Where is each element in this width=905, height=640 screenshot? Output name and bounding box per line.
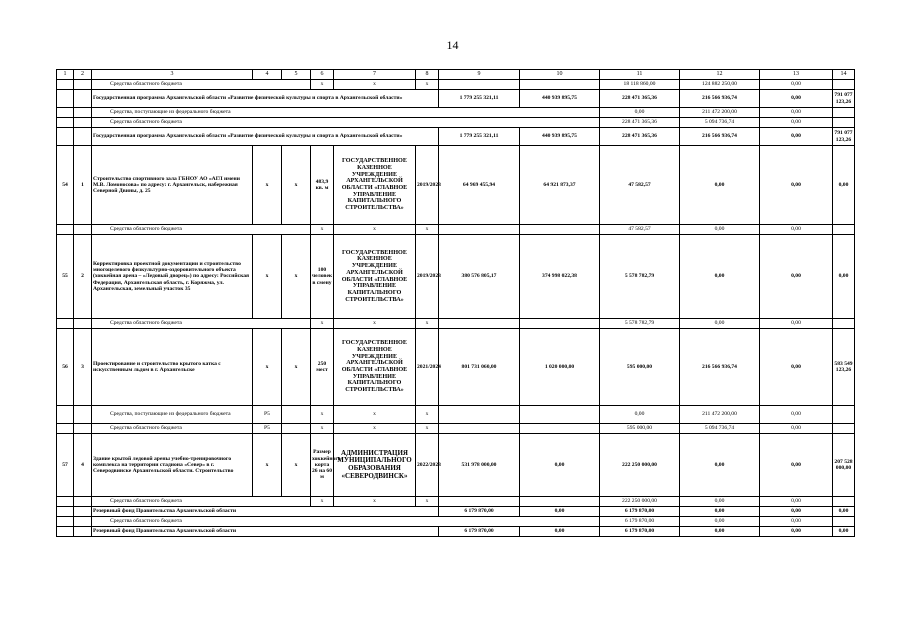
capacity: 250 мест: [311, 329, 334, 406]
row-number: 54: [57, 146, 74, 225]
cell: 0,00: [760, 497, 833, 507]
row-label: Средства, поступающие из федерального бюджета: [92, 406, 253, 424]
table-row: [57, 517, 855, 527]
project-name: Строительство спортивного зала ГБНОУ АО «АГЛ имени М.В. Ломоносова» по адресу: г. Архангельск, набережная Северной Двины, д. 25: [92, 146, 253, 225]
cell: х: [311, 424, 334, 434]
period: 2019/2023: [416, 146, 439, 225]
cell: 531 978 000,00: [439, 434, 520, 497]
cell: 1 779 255 321,11: [439, 90, 520, 108]
cell: 64 969 455,94: [439, 146, 520, 225]
cell: х: [416, 80, 439, 90]
cell: 0,00: [760, 507, 833, 517]
cell: 0,00: [760, 434, 833, 497]
cell: 0,00: [680, 235, 760, 319]
row-index: 3: [74, 329, 92, 406]
table-row: [57, 225, 855, 235]
cell: 583 549 123,26: [833, 329, 855, 406]
row-number: 57: [57, 434, 74, 497]
cell: х: [311, 497, 334, 507]
budget-table: [56, 69, 855, 537]
cell: 0,00: [760, 128, 833, 146]
cell: х: [253, 329, 282, 406]
header-row: [57, 70, 855, 80]
organization: АДМИНИСТРАЦИЯ МУНИЦИПАЛЬНОГО ОБРАЗОВАНИЯ «СЕВЕРОДВИНСК»: [334, 434, 416, 497]
period: 2021/2024: [416, 329, 439, 406]
cell: 6 179 870,00: [600, 507, 680, 517]
row-index: 1: [74, 146, 92, 225]
cell: 6 179 870,00: [600, 517, 680, 527]
cell: х: [334, 406, 416, 424]
cell: 0,00: [520, 434, 600, 497]
cell: 216 566 936,74: [680, 329, 760, 406]
cell: 0,00: [760, 225, 833, 235]
page-number: 14: [446, 38, 459, 52]
project-name: Проектирование и строительство крытого катка с искусственным льдом в г. Архангельске: [92, 329, 253, 406]
reserve-label: Резервный фонд Правительства Архангельской области: [92, 527, 439, 537]
cell: х: [334, 225, 416, 235]
column-header: 6: [311, 70, 334, 80]
cell: 47 582,57: [600, 225, 680, 235]
organization: ГОСУДАРСТВЕННОЕ КАЗЕННОЕ УЧРЕЖДЕНИЕ АРХАНГЕЛЬСКОЙ ОБЛАСТИ «ГЛАВНОЕ УПРАВЛЕНИЕ КАПИТАЛЬНОГО СТРОИТЕЛЬСТВА»: [334, 235, 416, 319]
reserve-label: Резервный фонд Правительства Архангельской области: [92, 507, 439, 517]
column-header: 5: [282, 70, 311, 80]
cell: 222 250 000,00: [600, 434, 680, 497]
cell: 440 939 895,75: [520, 90, 600, 108]
cell: 0,00: [760, 108, 833, 118]
row-label: Средства областного бюджета: [92, 225, 311, 235]
cell: 0,00: [833, 146, 855, 225]
cell: х: [282, 235, 311, 319]
cell: 0,00: [680, 517, 760, 527]
column-header: 13: [760, 70, 833, 80]
program-label: Государственная программа Архангельской области «Развитие физической культуры и спорта в Архангельской области»: [92, 128, 439, 146]
row-label: Средства областного бюджета: [92, 319, 311, 329]
table-row: [57, 497, 855, 507]
row-number: 55: [57, 235, 74, 319]
cell: 0,00: [680, 319, 760, 329]
cell: х: [311, 406, 334, 424]
column-header: 2: [74, 70, 92, 80]
cell: Р5: [253, 424, 282, 434]
table-row: [57, 80, 855, 90]
cell: х: [253, 434, 282, 497]
cell: 124 882 250,00: [680, 80, 760, 90]
cell: 216 566 936,74: [680, 90, 760, 108]
cell: 6 179 870,00: [439, 527, 520, 537]
cell: 47 582,57: [600, 146, 680, 225]
cell: 222 250 000,00: [600, 497, 680, 507]
cell: х: [334, 497, 416, 507]
cell: 0,00: [600, 406, 680, 424]
cell: 0,00: [680, 225, 760, 235]
cell: х: [253, 235, 282, 319]
cell: 0,00: [760, 118, 833, 128]
table-row: [57, 128, 855, 146]
cell: х: [416, 406, 439, 424]
cell: 64 921 873,37: [520, 146, 600, 225]
row-label: Средства областного бюджета: [92, 517, 600, 527]
program-label: Государственная программа Архангельской области «Развитие физической культуры и спорта в Архангельской области»: [92, 90, 439, 108]
cell: х: [334, 319, 416, 329]
capacity: 483,9 кв. м: [311, 146, 334, 225]
table-row: [57, 507, 855, 517]
cell: х: [416, 424, 439, 434]
row-label: Средства, поступающие из федерального бюджета: [92, 108, 600, 118]
cell: 5 578 782,79: [600, 235, 680, 319]
cell: 0,00: [760, 424, 833, 434]
row-label: Средства областного бюджета: [92, 424, 253, 434]
cell: 0,00: [680, 434, 760, 497]
cell: 380 576 805,17: [439, 235, 520, 319]
cell: 0,00: [760, 527, 833, 537]
project-row: [57, 434, 855, 497]
cell: 791 077 123,26: [833, 128, 855, 146]
cell: 6 179 870,00: [600, 527, 680, 537]
cell: х: [282, 434, 311, 497]
row-index: 2: [74, 235, 92, 319]
table-row: [57, 108, 855, 118]
cell: 0,00: [760, 406, 833, 424]
column-header: 3: [92, 70, 253, 80]
cell: 0,00: [833, 527, 855, 537]
cell: х: [282, 146, 311, 225]
cell: 0,00: [680, 146, 760, 225]
project-row: [57, 146, 855, 225]
table-row: [57, 527, 855, 537]
row-label: Средства областного бюджета: [92, 497, 311, 507]
column-header: 11: [600, 70, 680, 80]
organization: ГОСУДАРСТВЕННОЕ КАЗЕННОЕ УЧРЕЖДЕНИЕ АРХАНГЕЛЬСКОЙ ОБЛАСТИ «ГЛАВНОЕ УПРАВЛЕНИЕ КАПИТАЛЬНОГО СТРОИТЕЛЬСТВА»: [334, 146, 416, 225]
cell: 0,00: [680, 527, 760, 537]
row-index: 4: [74, 434, 92, 497]
cell: х: [253, 146, 282, 225]
cell: х: [416, 225, 439, 235]
cell: 0,00: [833, 507, 855, 517]
project-row: [57, 329, 855, 406]
cell: 6 179 870,00: [439, 507, 520, 517]
cell: 0,00: [600, 108, 680, 118]
project-name: Корректировка проектной документации и строительство многоцелевого физкультурно-оздоровительного объекта (хоккейная арена – «Ледовый дворец») по адресу: Российская Федерация, Архангельская область, г. Коряжма, ул. Архангельская, земельный участок 35: [92, 235, 253, 319]
cell: 0,00: [680, 507, 760, 517]
table-row: [57, 90, 855, 108]
column-header: 10: [520, 70, 600, 80]
cell: х: [311, 80, 334, 90]
table-row: [57, 319, 855, 329]
cell: 791 077 123,26: [833, 90, 855, 108]
row-label: Средства областного бюджета: [92, 118, 600, 128]
cell: 18 118 860,00: [600, 80, 680, 90]
cell: 0,00: [760, 146, 833, 225]
cell: х: [282, 329, 311, 406]
cell: 228 471 365,36: [600, 118, 680, 128]
cell: 0,00: [520, 527, 600, 537]
cell: х: [311, 225, 334, 235]
period: 2019/2023: [416, 235, 439, 319]
cell: 5 094 736,74: [680, 118, 760, 128]
period: 2022/2023: [416, 434, 439, 497]
cell: х: [416, 319, 439, 329]
cell: 1 779 255 321,11: [439, 128, 520, 146]
project-row: [57, 235, 855, 319]
cell: х: [334, 80, 416, 90]
row-number: 56: [57, 329, 74, 406]
column-header: 7: [334, 70, 416, 80]
column-header: 4: [253, 70, 282, 80]
cell: 207 528 000,00: [833, 434, 855, 497]
table-row: [57, 406, 855, 424]
organization: ГОСУДАРСТВЕННОЕ КАЗЕННОЕ УЧРЕЖДЕНИЕ АРХАНГЕЛЬСКОЙ ОБЛАСТИ «ГЛАВНОЕ УПРАВЛЕНИЕ КАПИТАЛЬНОГО СТРОИТЕЛЬСТВА»: [334, 329, 416, 406]
cell: 0,00: [760, 329, 833, 406]
capacity: Размер хоккейного корта 26 на 60 м: [311, 434, 334, 497]
cell: 801 731 060,00: [439, 329, 520, 406]
cell: 0,00: [520, 507, 600, 517]
cell: 211 472 200,00: [680, 108, 760, 118]
cell: 0,00: [760, 80, 833, 90]
cell: 228 471 365,36: [600, 90, 680, 108]
cell: 216 566 936,74: [680, 128, 760, 146]
cell: Р5: [253, 406, 282, 424]
cell: 5 094 736,74: [680, 424, 760, 434]
cell: 5 578 782,79: [600, 319, 680, 329]
cell: 0,00: [760, 319, 833, 329]
cell: 0,00: [760, 517, 833, 527]
table-row: [57, 118, 855, 128]
column-header: 14: [833, 70, 855, 80]
table-row: [57, 424, 855, 434]
column-header: 8: [416, 70, 439, 80]
cell: 595 000,00: [600, 329, 680, 406]
cell: х: [334, 424, 416, 434]
cell: х: [416, 497, 439, 507]
cell: 595 000,00: [600, 424, 680, 434]
row-label: Средства областного бюджета: [92, 80, 311, 90]
project-name: Здание крытой ледовой арены учебно-тренировочного комплекса на территории стадиона «Север» в г. Северодвинске Архангельской области. Строительство: [92, 434, 253, 497]
cell: 440 939 895,75: [520, 128, 600, 146]
cell: 0,00: [760, 90, 833, 108]
column-header: 1: [57, 70, 74, 80]
column-header: 9: [439, 70, 520, 80]
cell: х: [311, 319, 334, 329]
cell: 374 998 022,38: [520, 235, 600, 319]
cell: 211 472 200,00: [680, 406, 760, 424]
cell: 0,00: [760, 235, 833, 319]
cell: 0,00: [833, 235, 855, 319]
cell: 228 471 365,36: [600, 128, 680, 146]
column-header: 12: [680, 70, 760, 80]
cell: 1 020 000,00: [520, 329, 600, 406]
capacity: 100 человек в смену: [311, 235, 334, 319]
cell: 0,00: [680, 497, 760, 507]
